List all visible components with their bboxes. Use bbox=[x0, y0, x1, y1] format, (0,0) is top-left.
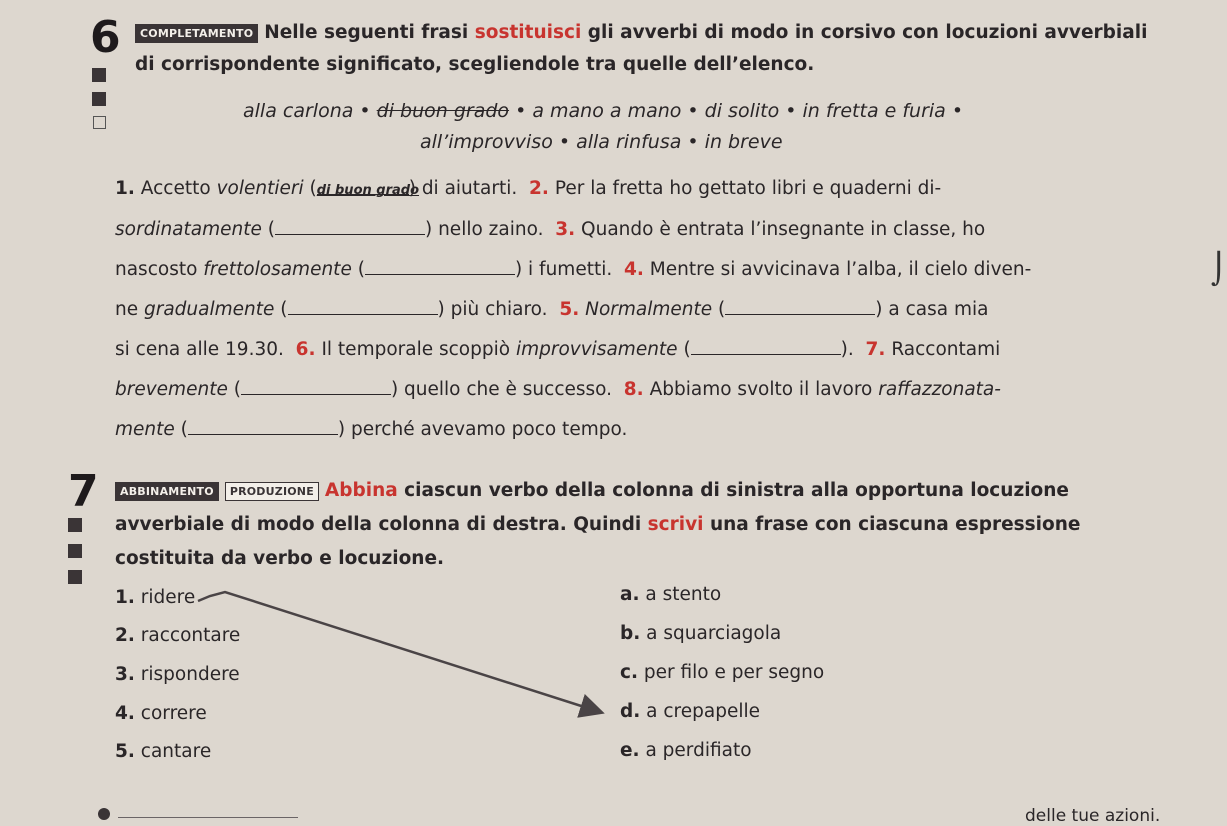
left-item[interactable] bbox=[115, 741, 211, 762]
exercise-6-line-1 bbox=[115, 178, 941, 199]
sentence-number: 2. bbox=[529, 178, 549, 199]
paren: ( bbox=[267, 219, 275, 240]
exercise-7-tag-abbinamento: ABBINAMENTO bbox=[115, 482, 219, 501]
bottom-marker-circle bbox=[98, 808, 110, 820]
right-item[interactable] bbox=[620, 623, 781, 644]
difficulty-square bbox=[92, 68, 106, 82]
left-item[interactable] bbox=[115, 664, 240, 685]
sentence-number: 8. bbox=[623, 379, 644, 400]
item-text: per filo e per segno bbox=[643, 662, 825, 683]
instruction-verb: sostituisci bbox=[474, 22, 582, 43]
exercise-6-line-2 bbox=[115, 218, 985, 240]
instruction-text: avverbiale di modo della colonna di destra. Quindi bbox=[115, 514, 648, 535]
instruction-text: una frase con ciascuna espressione bbox=[703, 514, 1081, 535]
item-letter: c. bbox=[620, 662, 638, 683]
sentence-number: 5. bbox=[559, 299, 580, 320]
item-number: 2. bbox=[115, 625, 135, 646]
paren: ( bbox=[683, 339, 691, 360]
item-text: ridere bbox=[140, 587, 196, 608]
sentence-text: Quando è entrata l’insegnante in classe, ho bbox=[581, 219, 986, 240]
adverb: sordinatamente bbox=[115, 219, 262, 240]
handwritten-answer: di buon grado bbox=[316, 183, 420, 198]
sentence-number: 6. bbox=[295, 339, 316, 360]
right-item[interactable] bbox=[620, 662, 824, 683]
adverb: improvvisamente bbox=[515, 339, 678, 360]
item-number: 5. bbox=[115, 741, 135, 762]
margin-bracket-mark: ⌡ bbox=[1211, 252, 1227, 287]
sentence-text: ) più chiaro. bbox=[437, 299, 548, 320]
sentence-number: 1. bbox=[115, 178, 135, 199]
answer-blank[interactable] bbox=[725, 298, 875, 315]
used-word: di buon grado bbox=[376, 100, 510, 122]
word-list-line2: all’improvviso • alla rinfusa • in breve bbox=[420, 131, 783, 153]
exercise-6-line-4 bbox=[115, 298, 988, 320]
sentence-text: ) a casa mia bbox=[875, 299, 989, 320]
word-list-text: • a mano a mano • di solito • in fretta e furia • bbox=[509, 100, 964, 122]
item-letter: a. bbox=[620, 584, 640, 605]
answer-blank[interactable] bbox=[241, 378, 391, 395]
exercise-7-instruction-line1 bbox=[115, 480, 1069, 501]
sentence-text: ) perché avevamo poco tempo. bbox=[337, 419, 628, 440]
sentence-text: Mentre si avvicinava l’alba, il cielo diven- bbox=[649, 259, 1032, 280]
item-text: correre bbox=[140, 703, 207, 724]
exercise-7-number: 7 bbox=[68, 466, 99, 517]
difficulty-square-empty bbox=[93, 116, 106, 129]
matching-arrow bbox=[198, 592, 600, 712]
sentence-text: Abbiamo svolto il lavoro bbox=[649, 379, 879, 400]
answer-blank[interactable] bbox=[288, 298, 438, 315]
adverb: mente bbox=[115, 419, 175, 440]
item-text: raccontare bbox=[140, 625, 241, 646]
difficulty-square bbox=[68, 570, 82, 584]
paren: ( bbox=[233, 379, 241, 400]
sentence-text: ne bbox=[115, 299, 144, 320]
item-text: a perdifiato bbox=[645, 740, 752, 761]
left-item[interactable] bbox=[115, 625, 240, 646]
difficulty-square bbox=[68, 544, 82, 558]
sentence-text: ) nello zaino. bbox=[424, 219, 544, 240]
sentence-number: 4. bbox=[624, 259, 644, 280]
exercise-6-tag: COMPLETAMENTO bbox=[135, 24, 258, 43]
exercise-6-number: 6 bbox=[90, 12, 121, 63]
adverb: frettolosamente bbox=[203, 259, 352, 280]
paren: ( bbox=[357, 259, 365, 280]
exercise-7-tag-produzione: PRODUZIONE bbox=[225, 482, 319, 501]
sentence-number: 7. bbox=[865, 339, 886, 360]
right-item[interactable] bbox=[620, 701, 760, 722]
sentence-text: Per la fretta ho gettato libri e quaderni di- bbox=[554, 178, 942, 199]
item-letter: e. bbox=[620, 740, 640, 761]
word-list-line1 bbox=[243, 100, 963, 122]
exercise-6-instruction-line2: di corrispondente significato, scegliendole tra quelle dell’elenco. bbox=[135, 54, 815, 75]
difficulty-square bbox=[68, 518, 82, 532]
right-item[interactable] bbox=[620, 740, 752, 761]
sentence-text: ) di aiutarti. bbox=[408, 178, 518, 199]
left-item[interactable] bbox=[115, 587, 195, 608]
sentence-text: ). bbox=[840, 339, 854, 360]
word-list-text: alla carlona • bbox=[243, 100, 377, 122]
adverb: gradualmente bbox=[144, 299, 275, 320]
answer-blank[interactable] bbox=[365, 258, 515, 275]
bottom-fragment-text: delle tue azioni. bbox=[1025, 806, 1161, 826]
exercise-6-line-5 bbox=[115, 338, 1000, 360]
instruction-text: Nelle seguenti frasi bbox=[264, 22, 475, 43]
exercise-6-line-6 bbox=[115, 378, 1001, 400]
adverb: raffazzonata- bbox=[878, 379, 1001, 400]
difficulty-square bbox=[92, 92, 106, 106]
left-item[interactable] bbox=[115, 703, 207, 724]
sentence-text: Il temporale scoppiò bbox=[321, 339, 516, 360]
adverb: volentieri bbox=[216, 178, 304, 199]
instruction-text: ciascun verbo della colonna di sinistra alla opportuna locuzione bbox=[397, 480, 1069, 501]
item-text: a crepapelle bbox=[646, 701, 761, 722]
adverb: brevemente bbox=[115, 379, 228, 400]
paren: ( bbox=[280, 299, 288, 320]
exercise-7-instruction-line3: costituita da verbo e locuzione. bbox=[115, 548, 445, 569]
item-number: 3. bbox=[115, 664, 135, 685]
answer-blank[interactable] bbox=[188, 418, 338, 435]
item-letter: b. bbox=[620, 623, 641, 644]
instruction-text: gli avverbi di modo in corsivo con locuzioni avverbiali bbox=[581, 22, 1148, 43]
paren: ( bbox=[303, 178, 317, 199]
item-number: 1. bbox=[115, 587, 135, 608]
adverb: Normalmente bbox=[585, 299, 713, 320]
exercise-7-instruction-line2 bbox=[115, 514, 1080, 535]
exercise-6-line-3 bbox=[115, 258, 1031, 280]
exercise-6-line-7 bbox=[115, 418, 627, 440]
answer-blank-filled[interactable] bbox=[316, 178, 420, 198]
right-item[interactable] bbox=[620, 584, 721, 605]
answer-blank[interactable] bbox=[275, 218, 425, 235]
item-number: 4. bbox=[115, 703, 135, 724]
bottom-rule bbox=[118, 817, 298, 818]
paren: ( bbox=[180, 419, 188, 440]
item-text: a squarciagola bbox=[646, 623, 782, 644]
sentence-text: ) i fumetti. bbox=[514, 259, 613, 280]
sentence-text: ) quello che è successo. bbox=[390, 379, 613, 400]
item-text: a stento bbox=[645, 584, 722, 605]
sentence-number: 3. bbox=[555, 219, 576, 240]
exercise-6-instruction-line1 bbox=[135, 22, 1147, 43]
paren: ( bbox=[718, 299, 726, 320]
item-letter: d. bbox=[620, 701, 641, 722]
instruction-verb: scrivi bbox=[647, 514, 704, 535]
sentence-text: Accetto bbox=[140, 178, 217, 199]
item-text: cantare bbox=[140, 741, 212, 762]
item-text: rispondere bbox=[140, 664, 240, 685]
sentence-text: nascosto bbox=[115, 259, 204, 280]
answer-blank[interactable] bbox=[691, 338, 841, 355]
instruction-verb: Abbina bbox=[324, 480, 398, 501]
sentence-text: si cena alle 19.30. bbox=[115, 339, 284, 360]
sentence-text: Raccontami bbox=[891, 339, 1001, 360]
